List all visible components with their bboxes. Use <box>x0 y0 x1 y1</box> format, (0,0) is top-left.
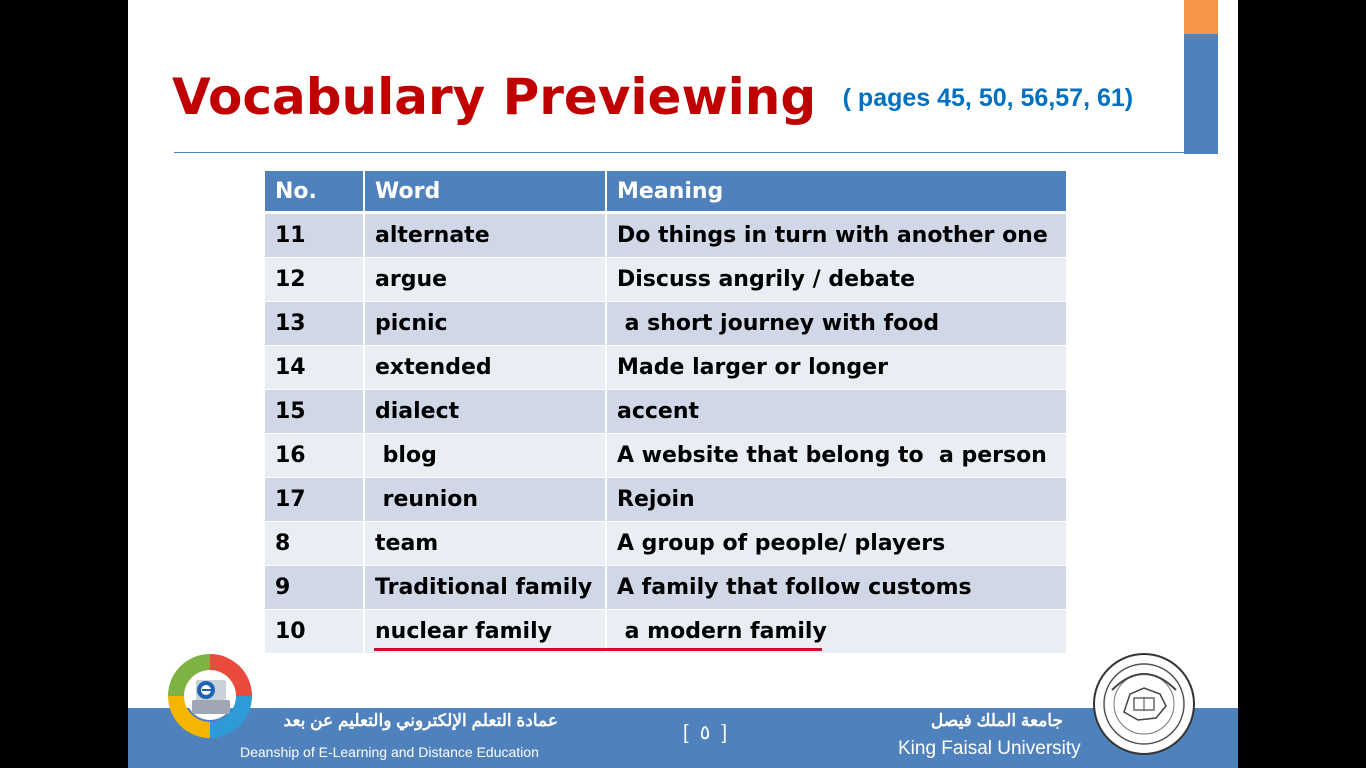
table-row <box>265 434 1067 478</box>
table-row <box>265 522 1067 566</box>
deanship-arabic: عمادة التعلم الإلكتروني والتعليم عن بعد <box>283 711 558 730</box>
cell-meaning: a modern family <box>606 610 1067 654</box>
vocabulary-table <box>265 171 1068 654</box>
table-row <box>265 258 1067 302</box>
university-english: King Faisal University <box>898 738 1081 759</box>
accent-bar-orange <box>1184 0 1218 34</box>
cell-meaning: a short journey with food <box>606 302 1067 346</box>
cell-meaning: Made larger or longer <box>606 346 1067 390</box>
university-arabic: جامعة الملك فيصل <box>930 711 1063 730</box>
header-word: Word <box>364 171 606 213</box>
cell-meaning: A group of people/ players <box>606 522 1067 566</box>
cell-no: 9 <box>265 566 364 610</box>
cell-word: argue <box>364 258 606 302</box>
accent-bar-blue <box>1184 34 1218 154</box>
cell-no: 15 <box>265 390 364 434</box>
cell-word: extended <box>364 346 606 390</box>
cell-word: Traditional family <box>364 566 606 610</box>
page-number: [ ٥ ] <box>683 722 728 744</box>
table-row <box>265 390 1067 434</box>
footer-bar <box>128 708 1238 768</box>
cell-no: 10 <box>265 610 364 654</box>
cell-word: dialect <box>364 390 606 434</box>
slide-title: Vocabulary Previewing <box>172 68 817 126</box>
table-row <box>265 213 1067 258</box>
title-row <box>172 68 1133 126</box>
cell-meaning: A family that follow customs <box>606 566 1067 610</box>
cell-word: blog <box>364 434 606 478</box>
table-row <box>265 346 1067 390</box>
header-no: No. <box>265 171 364 213</box>
header-meaning: Meaning <box>606 171 1067 213</box>
table-row <box>265 566 1067 610</box>
cell-word: picnic <box>364 302 606 346</box>
table-row <box>265 302 1067 346</box>
cell-word: alternate <box>364 213 606 258</box>
cell-word: reunion <box>364 478 606 522</box>
cell-meaning: accent <box>606 390 1067 434</box>
table-row <box>265 610 1067 654</box>
cell-no: 14 <box>265 346 364 390</box>
slide-subtitle: ( pages 45, 50, 56,57, 61) <box>842 84 1134 112</box>
cell-no: 12 <box>265 258 364 302</box>
university-seal-icon <box>1090 650 1198 758</box>
cell-meaning: Rejoin <box>606 478 1067 522</box>
table-header-row <box>265 171 1067 213</box>
slide <box>128 0 1238 768</box>
cell-no: 8 <box>265 522 364 566</box>
cell-meaning: A website that belong to a person <box>606 434 1067 478</box>
e-learning-logo-icon <box>162 648 258 744</box>
cell-word: nuclear family <box>364 610 606 654</box>
table-row <box>265 478 1067 522</box>
cell-no: 16 <box>265 434 364 478</box>
cell-no: 17 <box>265 478 364 522</box>
cell-meaning: Do things in turn with another one <box>606 213 1067 258</box>
red-underline-annotation <box>374 648 822 651</box>
cell-word: team <box>364 522 606 566</box>
cell-no: 11 <box>265 213 364 258</box>
title-divider <box>174 152 1218 153</box>
cell-meaning: Discuss angrily / debate <box>606 258 1067 302</box>
deanship-english: Deanship of E-Learning and Distance Education <box>240 744 539 760</box>
cell-no: 13 <box>265 302 364 346</box>
